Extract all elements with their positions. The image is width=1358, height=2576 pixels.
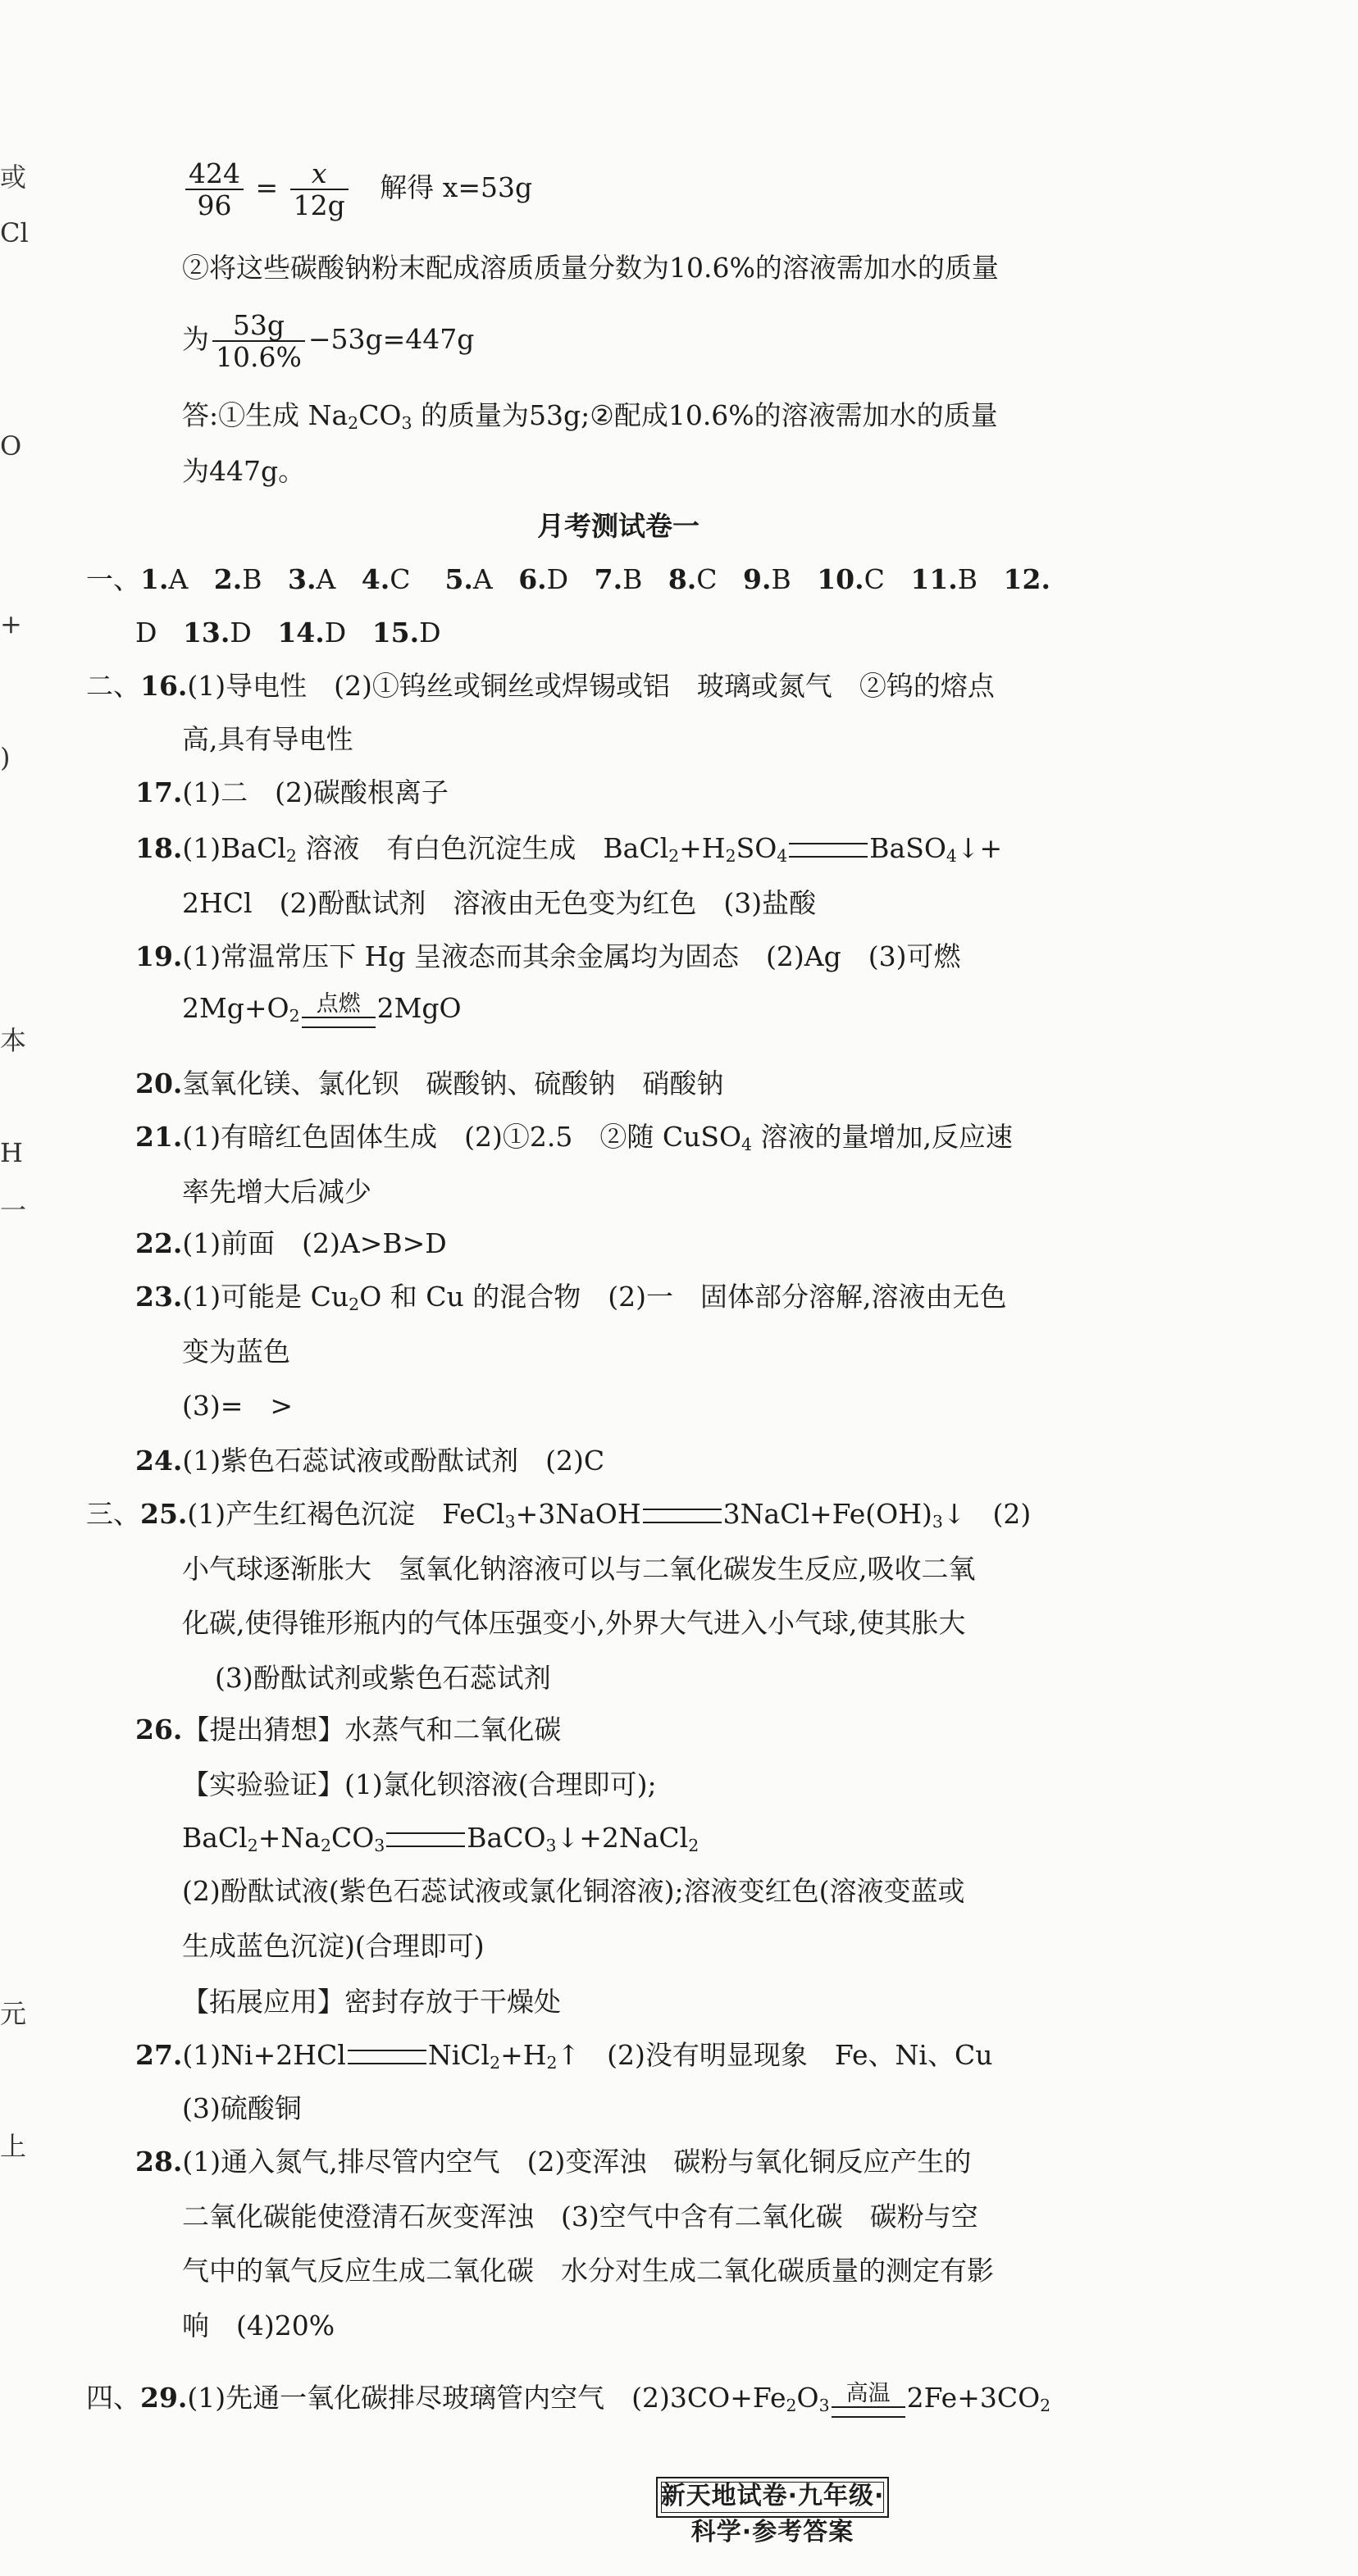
text-line: 【拓展应用】密封存放于干燥处 xyxy=(182,1986,561,2018)
text-line: (3)酚酞试剂或紫色石蕊试剂 xyxy=(215,1662,551,1694)
equals-sign xyxy=(348,2050,426,2064)
text-line: (3)硫酸铜 xyxy=(182,2092,302,2124)
question-16: 二、16.(1)导电性 (2)①钨丝或铜丝或焊锡或铝 玻璃或氮气 ②钨的熔点 xyxy=(86,670,995,702)
edge-char: ) xyxy=(0,742,11,773)
question-24: 24.(1)紫色石蕊试液或酚酞试剂 (2)C xyxy=(135,1445,605,1477)
text-line: 小气球逐渐胀大 氢氧化钠溶液可以与二氧化碳发生反应,吸收二氧 xyxy=(182,1553,976,1585)
text-line: 气中的氧气反应生成二氧化碳 水分对生成二氧化碳质量的测定有影 xyxy=(182,2255,994,2287)
text-line: 生成蓝色沉淀)(合理即可) xyxy=(182,1930,485,1962)
choice-answers-line1: 一、1.A 2.B 3.A 4.C 5.A 6.D 7.B 8.C 9.B 10.C 11.B 12. xyxy=(86,563,1050,595)
text-line: ②将这些碳酸钠粉末配成溶质质量分数为10.6%的溶液需加水的质量 xyxy=(182,252,999,284)
section-title: 月考测试卷一 xyxy=(537,510,700,542)
question-25: 三、25.(1)产生红褐色沉淀 FeCl$_3$+3NaOH $3NaCl+Fe(OH)_3↓$ (2) xyxy=(86,1498,1032,1532)
fraction: $\frac{53g}{10.6\%}$ xyxy=(212,312,305,371)
question-27: 27.(1)Ni+2HCl $NiCl_2+H_2↑$ (2)没有明显现象 Fe、Ni、Cu xyxy=(135,2039,993,2073)
edge-char: 上 xyxy=(0,2131,27,2162)
edge-char: 元 xyxy=(0,1998,27,2029)
edge-char: + xyxy=(0,608,22,639)
ratio-equation: $\frac{424}{96}$ = $\frac{x}{12g}$ 解得 x=53g xyxy=(182,160,532,219)
footer-label: 新天地试卷·九年级·科学·参考答案 xyxy=(656,2477,889,2518)
question-18: 18.(1)BaCl$_2$ 溶液 有白色沉淀生成 $BaCl_2+H_2SO_4$ BaSO$_4$↓+ xyxy=(135,832,1003,867)
text-line: 2HCl (2)酚酞试剂 溶液由无色变为红色 (3)盐酸 xyxy=(182,887,817,919)
water-mass-equation: 为 $\frac{53g}{10.6\%}$ −53g=447g xyxy=(182,309,475,373)
equals-sign xyxy=(789,843,868,858)
question-28: 28.(1)通入氮气,排尽管内空气 (2)变浑浊 碳粉与氧化铜反应产生的 xyxy=(135,2146,972,2178)
reaction-condition: 高温 xyxy=(832,2382,905,2418)
edge-char: 或 xyxy=(0,162,27,193)
fraction: $\frac{424}{96}$ xyxy=(185,160,244,219)
question-22: 22.(1)前面 (2)A>B>D xyxy=(135,1227,447,1259)
text-line: 化碳,使得锥形瓶内的气体压强变小,外界大气进入小气球,使其胀大 xyxy=(182,1607,966,1639)
edge-char: 本 xyxy=(0,1025,27,1056)
equation-line: $BaCl_2+Na_2CO_3$ BaCO$_3$↓+2NaCl$_2$ xyxy=(182,1822,700,1856)
text-line: (3)= > xyxy=(182,1390,294,1422)
edge-char: Cl xyxy=(0,217,29,248)
solution-text: 解得 x=53g xyxy=(380,171,533,203)
reaction-condition: 点燃 xyxy=(302,992,376,1028)
question-20: 20.氢氧化镁、氯化钡 碳酸钠、硫酸钠 硝酸钠 xyxy=(135,1067,724,1099)
text-line: (2)酚酞试液(紫色石蕊试液或氯化铜溶液);溶液变红色(溶液变蓝或 xyxy=(182,1875,965,1907)
text-line: 高,具有导电性 xyxy=(182,723,353,755)
question-21: 21.(1)有暗红色固体生成 (2)①2.5 ②随 CuSO$_4$ 溶液的量增加,反应速 xyxy=(135,1121,1014,1155)
text-line: 【实验验证】(1)氯化钡溶液(合理即可); xyxy=(182,1768,657,1800)
fraction: $\frac{x}{12g}$ xyxy=(290,160,349,219)
question-17: 17.(1)二 (2)碳酸根离子 xyxy=(135,776,449,808)
question-29: 四、29.(1)先通一氧化碳排尽玻璃管内空气 $(2)3CO+Fe_2O_3$ 高温 $2Fe+3CO_2$ xyxy=(86,2382,1050,2418)
question-23: 23.(1)可能是 $Cu_2O$ 和 Cu 的混合物 (2)一 固体部分溶解,溶液由无色 xyxy=(135,1281,1007,1315)
question-26: 26.【提出猜想】水蒸气和二氧化碳 xyxy=(135,1714,562,1745)
text-line: 二氧化碳能使澄清石灰变浑浊 (3)空气中含有二氧化碳 碳粉与空 xyxy=(182,2201,978,2232)
equals-sign xyxy=(386,1832,465,1847)
edge-char: H xyxy=(0,1137,23,1168)
equation-line: $2Mg+O_2$ 点燃 2MgO xyxy=(182,992,462,1028)
edge-char: O xyxy=(0,430,22,462)
answer-line: 为447g。 xyxy=(182,455,306,487)
question-19: 19.(1)常温常压下 Hg 呈液态而其余金属均为固态 (2)Ag (3)可燃 xyxy=(135,940,961,972)
text-line: 响 (4)20% xyxy=(182,2310,335,2342)
edge-char: 一 xyxy=(0,1195,27,1226)
answer-line: 答:①生成 $Na_2CO_3$ 的质量为53g;②配成10.6%的溶液需加水的质量 xyxy=(182,399,998,434)
text-line: 率先增大后减少 xyxy=(182,1176,371,1208)
text-line: 变为蓝色 xyxy=(182,1336,290,1368)
choice-answers-line2: D 13.D 14.D 15.D xyxy=(135,617,441,649)
equals-sign xyxy=(643,1509,722,1523)
